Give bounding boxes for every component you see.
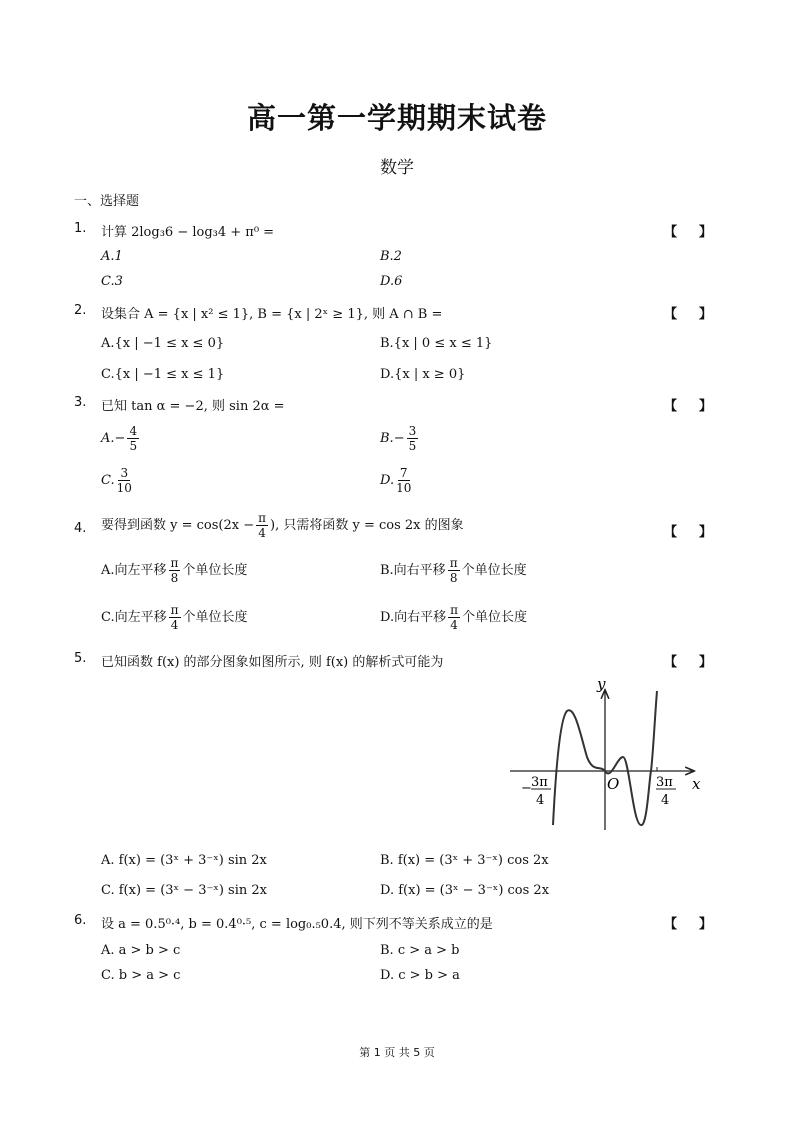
option-prefix: C. xyxy=(101,473,115,488)
fraction-numerator: 3 xyxy=(408,424,417,438)
option-a: A.{x | −1 ≤ x ≤ 0} xyxy=(101,336,225,351)
fraction-denominator: 5 xyxy=(408,439,417,453)
option-pre: B.向右平移 xyxy=(380,563,446,578)
fraction-denominator: 4 xyxy=(170,618,179,632)
option-pre: D.向右平移 xyxy=(380,610,447,625)
bracket-left: 【 xyxy=(664,917,678,932)
answer-bracket xyxy=(664,651,712,670)
subject-heading: 数学 xyxy=(380,158,414,178)
fraction-numerator: 3 xyxy=(120,466,129,480)
fraction xyxy=(117,466,132,495)
answer-bracket xyxy=(664,221,712,240)
fraction xyxy=(396,466,411,495)
fraction xyxy=(169,556,181,585)
option-prefix: A. xyxy=(101,431,115,446)
fraction-denominator: 8 xyxy=(170,571,179,585)
bracket-left: 【 xyxy=(664,525,678,540)
option-d: D. f(x) = (3ˣ − 3⁻ˣ) cos 2x xyxy=(380,883,550,898)
bracket-left: 【 xyxy=(664,655,678,670)
function-graph xyxy=(505,675,715,835)
question-number: 5. xyxy=(74,651,87,666)
question-stem: 计算 2log₃6 − log₃4 + π⁰ = xyxy=(101,225,275,240)
page-footer: 第 1 页 共 5 页 xyxy=(359,1046,435,1059)
bracket-right: 】 xyxy=(698,917,712,932)
question-number: 1. xyxy=(74,221,87,236)
option-a: A.1 xyxy=(101,249,123,264)
question-number: 2. xyxy=(74,303,87,318)
answer-bracket xyxy=(664,913,712,932)
fraction-numerator: 4 xyxy=(129,424,138,438)
bracket-left: 【 xyxy=(664,399,678,414)
fraction-denominator: 4 xyxy=(258,526,266,540)
right-tick-numerator: 3π xyxy=(656,775,673,790)
fraction-denominator: 10 xyxy=(116,481,132,495)
option-a xyxy=(101,424,141,453)
fraction-numerator: π xyxy=(449,556,458,570)
question-stem: 设 a = 0.5⁰·⁴, b = 0.4⁰·⁵, c = log₀.₅0.4, 则下列不等关系成立的是 xyxy=(101,917,493,932)
option-c: C. f(x) = (3ˣ − 3⁻ˣ) sin 2x xyxy=(101,883,267,898)
answer-bracket xyxy=(664,303,712,322)
option-b: B. f(x) = (3ˣ + 3⁻ˣ) cos 2x xyxy=(380,853,549,868)
option-post: 个单位长度 xyxy=(461,610,527,625)
page-title: 高一第一学期期末试卷 xyxy=(246,101,547,135)
fraction-numerator: π xyxy=(258,511,267,525)
option-d xyxy=(380,603,527,632)
question-stem: 设集合 A = {x | x² ≤ 1}, B = {x | 2ˣ ≥ 1}, 则 A ∩ B = xyxy=(101,307,443,322)
section-heading: 一、选择题 xyxy=(74,194,140,209)
fraction-numerator: π xyxy=(170,556,179,570)
option-prefix: D. xyxy=(380,473,395,488)
option-d: D.6 xyxy=(380,274,403,289)
fraction-numerator: π xyxy=(450,603,458,617)
bracket-left: 【 xyxy=(664,225,678,240)
fraction-numerator: π xyxy=(170,603,179,617)
fraction xyxy=(448,556,460,585)
option-b: B.{x | 0 ≤ x ≤ 1} xyxy=(380,336,493,351)
option-post: 个单位长度 xyxy=(182,610,248,625)
option-c: C.3 xyxy=(101,274,123,289)
bracket-right: 】 xyxy=(698,225,712,240)
option-b xyxy=(380,424,420,453)
option-post: 个单位长度 xyxy=(182,563,248,578)
option-pre: C.向左平移 xyxy=(101,610,167,625)
bracket-right: 】 xyxy=(698,525,712,540)
fraction-denominator: 10 xyxy=(396,481,412,495)
option-c: C. b > a > c xyxy=(101,968,181,983)
fraction xyxy=(407,424,419,453)
answer-bracket xyxy=(664,395,712,414)
option-c xyxy=(101,466,134,495)
option-c xyxy=(101,603,248,632)
fraction xyxy=(448,603,460,632)
stem-part: ), 只需将函数 y = cos 2x 的图象 xyxy=(270,518,464,533)
fraction-denominator: 5 xyxy=(129,439,138,453)
left-tick-denominator: 4 xyxy=(536,793,545,808)
answer-bracket xyxy=(664,521,712,540)
question-number: 6. xyxy=(74,913,87,928)
option-d xyxy=(380,466,413,495)
stem-part: 要得到函数 y = cos(2x − xyxy=(101,518,255,533)
right-tick-denominator: 4 xyxy=(661,793,670,808)
y-axis-label: y xyxy=(597,675,606,693)
option-prefix: B. xyxy=(380,431,394,446)
origin-label: O xyxy=(607,775,620,793)
fraction xyxy=(127,424,139,453)
option-d: D. c > b > a xyxy=(380,968,460,983)
question-number: 3. xyxy=(74,395,87,410)
option-a: A. a > b > c xyxy=(101,943,181,958)
bracket-right: 】 xyxy=(698,655,712,670)
option-post: 个单位长度 xyxy=(461,563,527,578)
option-pre: A.向左平移 xyxy=(101,563,167,578)
fraction-numerator: 7 xyxy=(399,466,408,480)
option-b: B. c > a > b xyxy=(380,943,460,958)
fraction-denominator: 4 xyxy=(450,618,458,632)
option-a: A. f(x) = (3ˣ + 3⁻ˣ) sin 2x xyxy=(101,853,267,868)
left-tick-numerator: 3π xyxy=(531,775,548,790)
bracket-right: 】 xyxy=(698,307,712,322)
question-stem: 已知 tan α = −2, 则 sin 2α = xyxy=(101,399,285,414)
option-b xyxy=(380,556,527,585)
bracket-right: 】 xyxy=(698,399,712,414)
question-stem: 已知函数 f(x) 的部分图象如图所示, 则 f(x) 的解析式可能为 xyxy=(101,655,444,670)
option-sign: − xyxy=(114,431,126,446)
fraction-denominator: 8 xyxy=(449,571,458,585)
option-sign: − xyxy=(393,431,405,446)
bracket-left: 【 xyxy=(664,307,678,322)
question-stem xyxy=(101,511,464,540)
fraction xyxy=(256,511,268,540)
x-axis-label: x xyxy=(692,775,701,793)
left-tick-sign: − xyxy=(521,781,532,796)
option-d: D.{x | x ≥ 0} xyxy=(380,367,466,382)
fraction xyxy=(169,603,181,632)
option-b: B.2 xyxy=(380,249,402,264)
option-a xyxy=(101,556,247,585)
question-number: 4. xyxy=(74,521,87,536)
option-c: C.{x | −1 ≤ x ≤ 1} xyxy=(101,367,225,382)
